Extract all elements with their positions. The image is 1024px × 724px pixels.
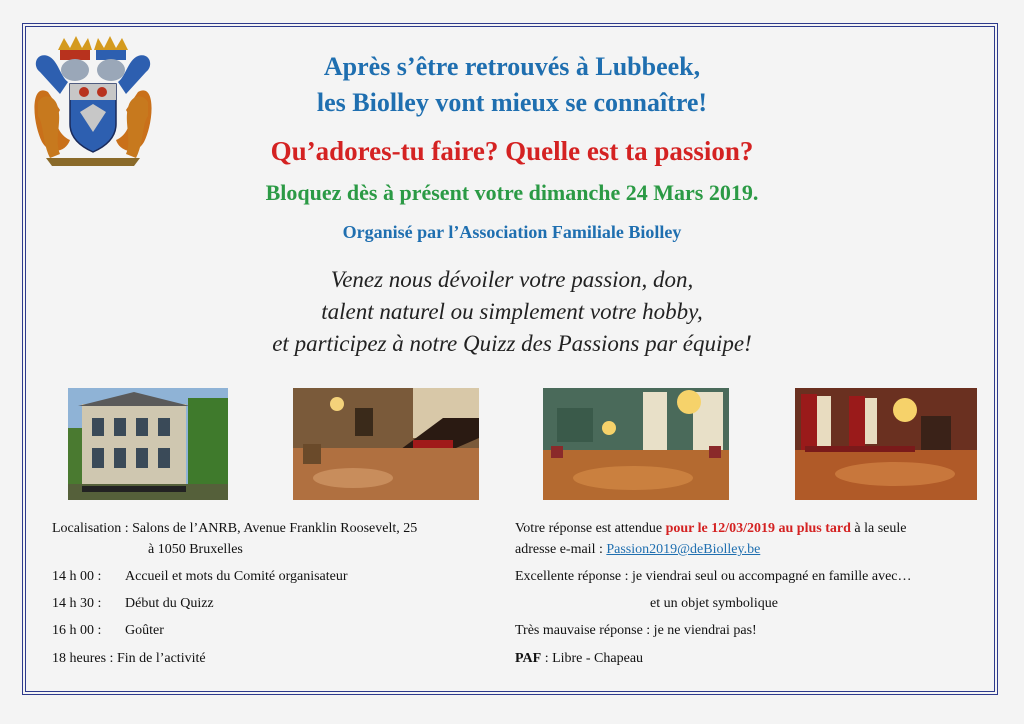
schedule-time-1: 14 h 30 : bbox=[52, 596, 102, 611]
rsvp-email-line bbox=[515, 542, 760, 558]
excellent-answer: Excellente réponse : je viendrai seul ou accompagné en famille avec… bbox=[515, 569, 912, 584]
schedule-time-2: 16 h 00 : bbox=[52, 623, 102, 638]
paf-value: : Libre - Chapeau bbox=[541, 651, 644, 666]
rsvp-deadline: pour le 12/03/2019 au plus tard bbox=[665, 521, 851, 536]
organizer-line: Organisé par l’Association Familiale Biolley bbox=[342, 222, 682, 242]
passion-question: Qu’adores-tu faire? Quelle est ta passion? bbox=[270, 136, 754, 166]
location-address-1: Salons de l’ANRB, Avenue Franklin Roosevelt, 25 bbox=[132, 521, 418, 536]
grand-staircase-hall-photo bbox=[293, 388, 479, 500]
location-address-2: à 1050 Bruxelles bbox=[148, 542, 243, 557]
rsvp-suffix: à la seule bbox=[850, 521, 907, 536]
invitation-line-2: talent naturel ou simplement votre hobby, bbox=[321, 299, 703, 324]
schedule-time-3: 18 heures : bbox=[52, 651, 114, 666]
location-separator: : bbox=[121, 521, 133, 536]
ballroom-photo bbox=[795, 388, 977, 500]
schedule-activity-2: Goûter bbox=[125, 623, 164, 638]
salon-with-chandelier-photo bbox=[543, 388, 729, 500]
rsvp-email-prefix: adresse e-mail : bbox=[515, 542, 607, 557]
save-the-date: Bloquez dès à présent votre dimanche 24 Mars 2019. bbox=[265, 180, 759, 205]
headline-line-1: Après s’être retrouvés à Lubbeek, bbox=[323, 52, 701, 81]
invitation-line-3: et participez à notre Quizz des Passions par équipe! bbox=[272, 331, 752, 356]
rsvp-email-link[interactable]: Passion2019@deBiolley.be bbox=[606, 542, 761, 557]
schedule-activity-1: Début du Quizz bbox=[125, 596, 214, 611]
schedule-row-3 bbox=[52, 651, 206, 667]
location-label: Localisation bbox=[52, 521, 122, 536]
headline-line-2: les Biolley vont mieux se connaître! bbox=[316, 88, 708, 117]
invitation-line-1: Venez nous dévoiler votre passion, don, bbox=[330, 267, 694, 292]
schedule-activity-0: Accueil et mots du Comité organisateur bbox=[125, 569, 348, 584]
building-exterior-photo bbox=[68, 388, 228, 500]
schedule-time-0: 14 h 00 : bbox=[52, 569, 102, 584]
rsvp-prefix: Votre réponse est attendue bbox=[515, 521, 666, 536]
bad-answer: Très mauvaise réponse : je ne viendrai pas! bbox=[515, 623, 757, 638]
paf-line bbox=[515, 651, 643, 667]
location-row bbox=[52, 521, 417, 537]
paf-label: PAF bbox=[515, 651, 542, 666]
excellent-answer-2: et un objet symbolique bbox=[650, 596, 778, 611]
schedule-activity-3: Fin de l’activité bbox=[116, 651, 206, 666]
rsvp-line bbox=[515, 521, 906, 537]
